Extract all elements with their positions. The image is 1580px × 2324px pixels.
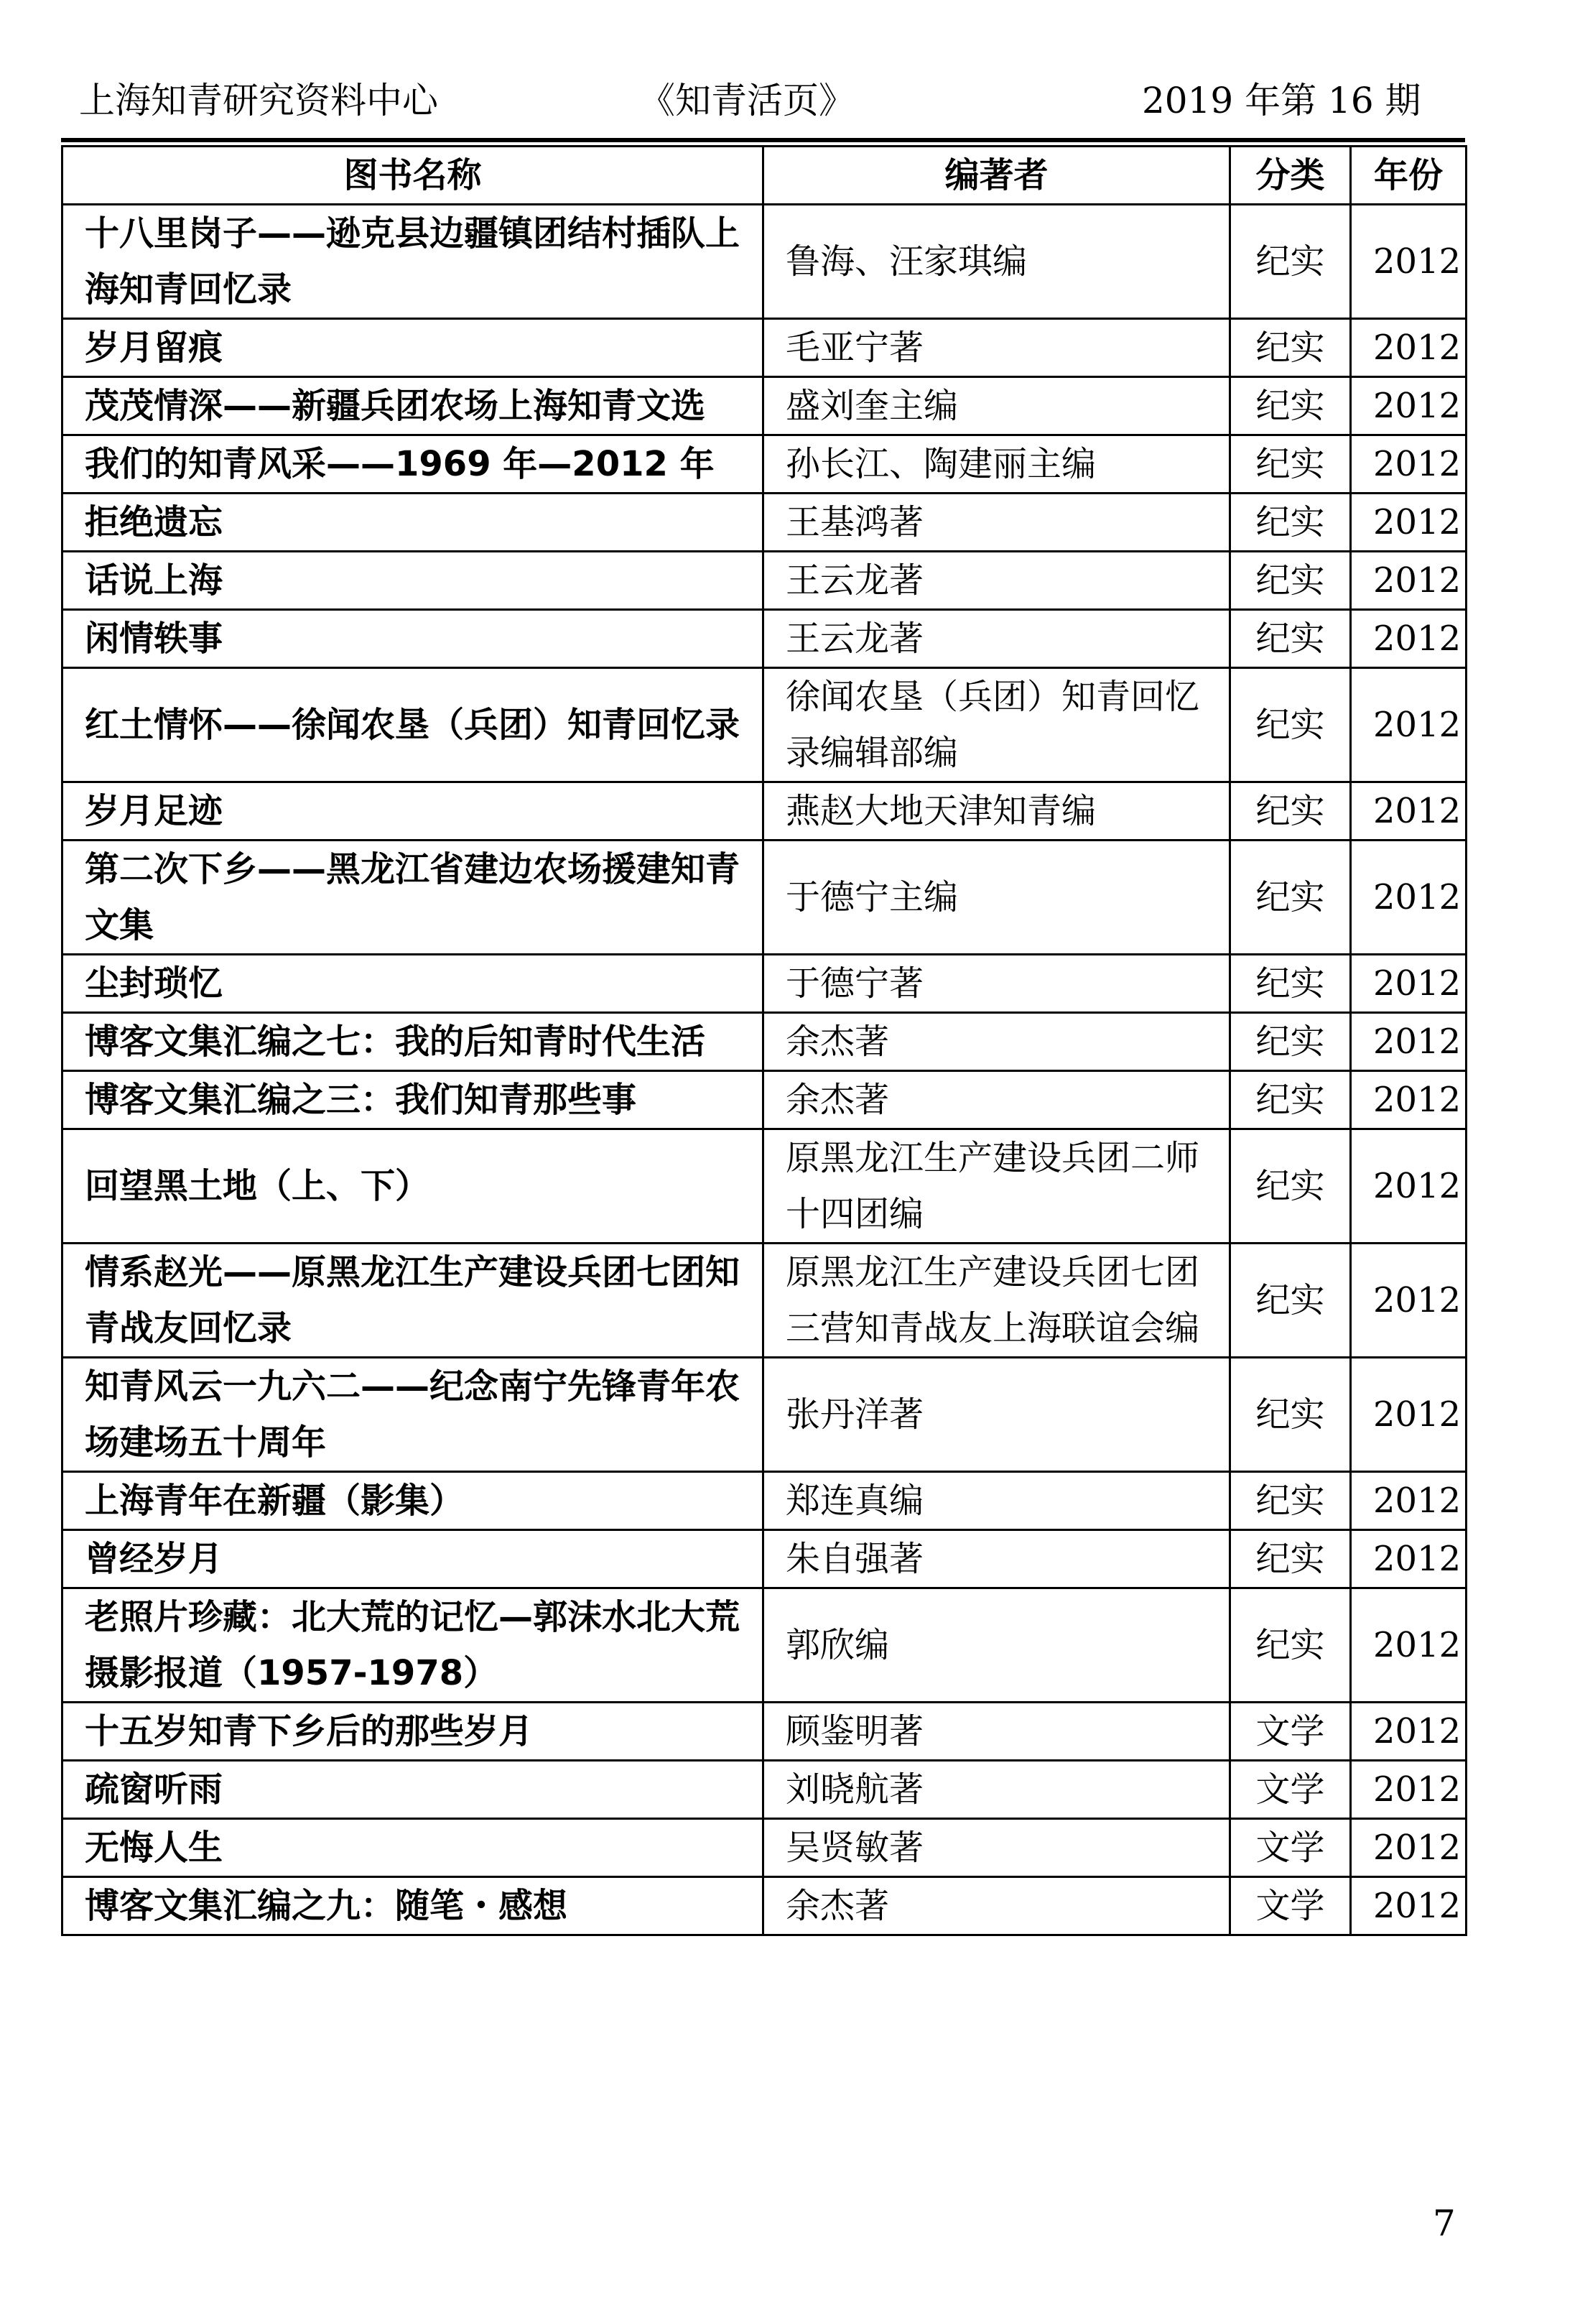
cell-year: 2012 [1351,1530,1467,1588]
cell-year: 2012 [1351,319,1467,377]
cell-title: 博客文集汇编之七：我的后知青时代生活 [62,1013,763,1071]
table-body [62,205,1467,1935]
cell-author: 郭欣编 [763,1588,1230,1703]
table-row [62,552,1467,610]
table-row [62,494,1467,552]
cell-title: 茂茂情深——新疆兵团农场上海知青文选 [62,377,763,435]
cell-year: 2012 [1351,841,1467,955]
cell-author: 毛亚宁著 [763,319,1230,377]
cell-year: 2012 [1351,1877,1467,1935]
cell-title: 红土情怀——徐闻农垦（兵团）知青回忆录 [62,668,763,782]
header-organization: 上海知青研究资料中心 [79,80,438,121]
cell-year: 2012 [1351,205,1467,319]
cell-title: 十八里岗子——逊克县边疆镇团结村插队上海知青回忆录 [62,205,763,319]
cell-author: 余杰著 [763,1071,1230,1129]
column-header-year: 年份 [1351,147,1467,205]
header-publication: 《知青活页》 [639,80,855,121]
cell-author: 余杰著 [763,1877,1230,1935]
cell-category: 文学 [1230,1703,1351,1761]
cell-category: 纪实 [1230,1244,1351,1358]
cell-author: 王基鸿著 [763,494,1230,552]
cell-title: 第二次下乡——黑龙江省建边农场援建知青文集 [62,841,763,955]
cell-year: 2012 [1351,1761,1467,1819]
cell-year: 2012 [1351,494,1467,552]
table-row [62,205,1467,319]
table-row [62,1013,1467,1071]
cell-category: 文学 [1230,1761,1351,1819]
cell-title: 十五岁知青下乡后的那些岁月 [62,1703,763,1761]
table-row [62,668,1467,782]
cell-author: 王云龙著 [763,610,1230,668]
table-row [62,1472,1467,1530]
table-row [62,1588,1467,1703]
cell-title: 回望黑土地（上、下） [62,1129,763,1244]
cell-category: 纪实 [1230,552,1351,610]
cell-category: 纪实 [1230,494,1351,552]
cell-author: 吴贤敏著 [763,1819,1230,1877]
cell-author: 郑连真编 [763,1472,1230,1530]
cell-year: 2012 [1351,1703,1467,1761]
cell-author: 刘晓航著 [763,1761,1230,1819]
table-row [62,1358,1467,1472]
table-row [62,1244,1467,1358]
cell-year: 2012 [1351,1819,1467,1877]
cell-author: 朱自强著 [763,1530,1230,1588]
cell-category: 纪实 [1230,668,1351,782]
table-row [62,319,1467,377]
cell-title: 博客文集汇编之三：我们知青那些事 [62,1071,763,1129]
cell-category: 纪实 [1230,610,1351,668]
table-row [62,955,1467,1013]
cell-title: 尘封琐忆 [62,955,763,1013]
cell-category: 纪实 [1230,1129,1351,1244]
page-header [79,72,1444,129]
cell-category: 纪实 [1230,841,1351,955]
table-row [62,435,1467,494]
cell-category: 纪实 [1230,1530,1351,1588]
cell-category: 文学 [1230,1819,1351,1877]
cell-year: 2012 [1351,1244,1467,1358]
table-row [62,782,1467,841]
cell-author: 顾鉴明著 [763,1703,1230,1761]
column-header-title: 图书名称 [62,147,763,205]
cell-title: 话说上海 [62,552,763,610]
cell-title: 上海青年在新疆（影集） [62,1472,763,1530]
cell-category: 纪实 [1230,1358,1351,1472]
cell-year: 2012 [1351,955,1467,1013]
cell-year: 2012 [1351,377,1467,435]
header-rule [61,138,1465,142]
cell-title: 曾经岁月 [62,1530,763,1588]
cell-title: 拒绝遗忘 [62,494,763,552]
cell-category: 纪实 [1230,1071,1351,1129]
column-header-category: 分类 [1230,147,1351,205]
table-row [62,377,1467,435]
cell-category: 纪实 [1230,377,1351,435]
cell-author: 鲁海、汪家琪编 [763,205,1230,319]
table-header-row [62,147,1467,205]
cell-title: 岁月留痕 [62,319,763,377]
cell-author: 徐闻农垦（兵团）知青回忆录编辑部编 [763,668,1230,782]
cell-category: 纪实 [1230,319,1351,377]
table-row [62,1071,1467,1129]
cell-category: 纪实 [1230,1588,1351,1703]
table-row [62,1530,1467,1588]
cell-year: 2012 [1351,1472,1467,1530]
cell-title: 情系赵光——原黑龙江生产建设兵团七团知青战友回忆录 [62,1244,763,1358]
cell-title: 岁月足迹 [62,782,763,841]
cell-author: 原黑龙江生产建设兵团二师十四团编 [763,1129,1230,1244]
cell-year: 2012 [1351,1129,1467,1244]
cell-year: 2012 [1351,1071,1467,1129]
cell-year: 2012 [1351,610,1467,668]
cell-author: 王云龙著 [763,552,1230,610]
cell-title: 老照片珍藏：北大荒的记忆—郭沫水北大荒摄影报道（1957-1978） [62,1588,763,1703]
page-number: 7 [1433,2203,1456,2244]
cell-year: 2012 [1351,1358,1467,1472]
cell-title: 闲情轶事 [62,610,763,668]
cell-title: 疏窗听雨 [62,1761,763,1819]
cell-title: 博客文集汇编之九：随笔・感想 [62,1877,763,1935]
cell-author: 余杰著 [763,1013,1230,1071]
table-row [62,1877,1467,1935]
cell-year: 2012 [1351,782,1467,841]
cell-year: 2012 [1351,1013,1467,1071]
cell-year: 2012 [1351,668,1467,782]
table-row [62,841,1467,955]
table-row [62,1761,1467,1819]
cell-year: 2012 [1351,435,1467,494]
table-row [62,1819,1467,1877]
table-row [62,1129,1467,1244]
cell-category: 纪实 [1230,1013,1351,1071]
cell-title: 知青风云一九六二——纪念南宁先锋青年农场建场五十周年 [62,1358,763,1472]
header-issue: 2019 年第 16 期 [1142,80,1421,121]
cell-author: 于德宁主编 [763,841,1230,955]
table-row [62,1703,1467,1761]
cell-author: 孙长江、陶建丽主编 [763,435,1230,494]
cell-author: 盛刘奎主编 [763,377,1230,435]
cell-title: 无悔人生 [62,1819,763,1877]
cell-author: 于德宁著 [763,955,1230,1013]
cell-year: 2012 [1351,552,1467,610]
cell-author: 原黑龙江生产建设兵团七团三营知青战友上海联谊会编 [763,1244,1230,1358]
cell-author: 张丹洋著 [763,1358,1230,1472]
cell-category: 纪实 [1230,782,1351,841]
cell-category: 纪实 [1230,955,1351,1013]
table-row [62,610,1467,668]
cell-category: 纪实 [1230,1472,1351,1530]
cell-title: 我们的知青风采——1969 年—2012 年 [62,435,763,494]
book-table [61,145,1467,1936]
cell-author: 燕赵大地天津知青编 [763,782,1230,841]
cell-year: 2012 [1351,1588,1467,1703]
cell-category: 文学 [1230,1877,1351,1935]
column-header-author: 编著者 [763,147,1230,205]
cell-category: 纪实 [1230,435,1351,494]
cell-category: 纪实 [1230,205,1351,319]
